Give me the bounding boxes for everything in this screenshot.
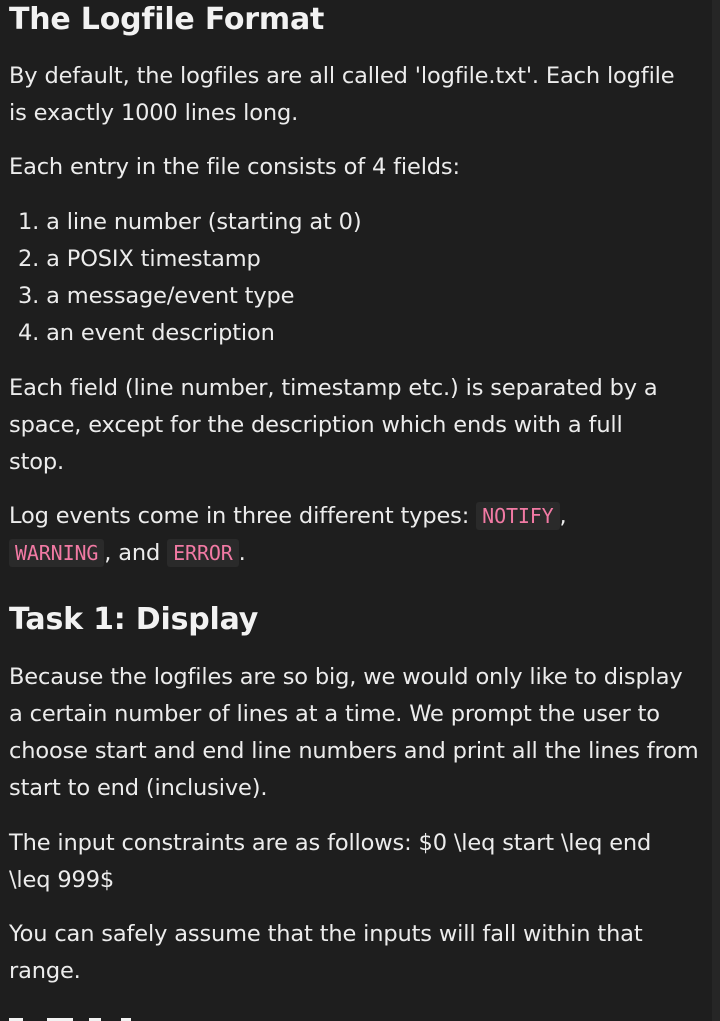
paragraph-display-description: Because the logfiles are so big, we would only like to display a certain number of lines at a time. We prompt the user to choose start and end line numbers and print all the lines from start to end (inclusive).	[9, 664, 699, 801]
list-item-text: a POSIX timestamp	[46, 246, 261, 272]
list-item: 3. a message/event type	[18, 283, 295, 309]
paragraph-input-constraints: The input constraints are as follows: $0 \leq start \leq end \leq 999$	[9, 830, 652, 893]
list-item-text: a message/event type	[46, 283, 295, 309]
list-item-text: a line number (starting at 0)	[46, 209, 362, 235]
heading-task1-display: Task 1: Display	[9, 602, 259, 637]
paragraph-fields-intro: Each entry in the file consists of 4 fields:	[9, 154, 460, 180]
list-item: 1. a line number (starting at 0)	[18, 209, 362, 235]
list-item-text: an event description	[46, 320, 275, 346]
paragraph-default-filename: By default, the logfiles are all called 'logfile.txt'. Each logfile is exactly 1000 lines long.	[9, 63, 675, 126]
event-types-text: Log events come in three different types:	[9, 503, 470, 529]
cut-off-heading	[9, 1012, 159, 1021]
paragraph-safe-assumption: You can safely assume that the inputs will fall within that range.	[9, 921, 643, 984]
scrollbar-track[interactable]	[712, 0, 720, 1021]
code-error: ERROR	[167, 539, 238, 567]
fields-list	[9, 204, 699, 352]
heading-logfile-format: The Logfile Format	[9, 2, 325, 37]
paragraph-field-separator: Each field (line number, timestamp etc.) is separated by a space, except for the description which ends with a full stop.	[9, 375, 658, 475]
list-item: 2. a POSIX timestamp	[18, 246, 261, 272]
code-notify: NOTIFY	[476, 502, 559, 530]
list-item: 4. an event description	[18, 320, 275, 346]
code-warning: WARNING	[9, 539, 104, 567]
paragraph-event-types: Log events come in three different types: NOTIFY , WARNING , and ERROR .	[9, 503, 567, 566]
